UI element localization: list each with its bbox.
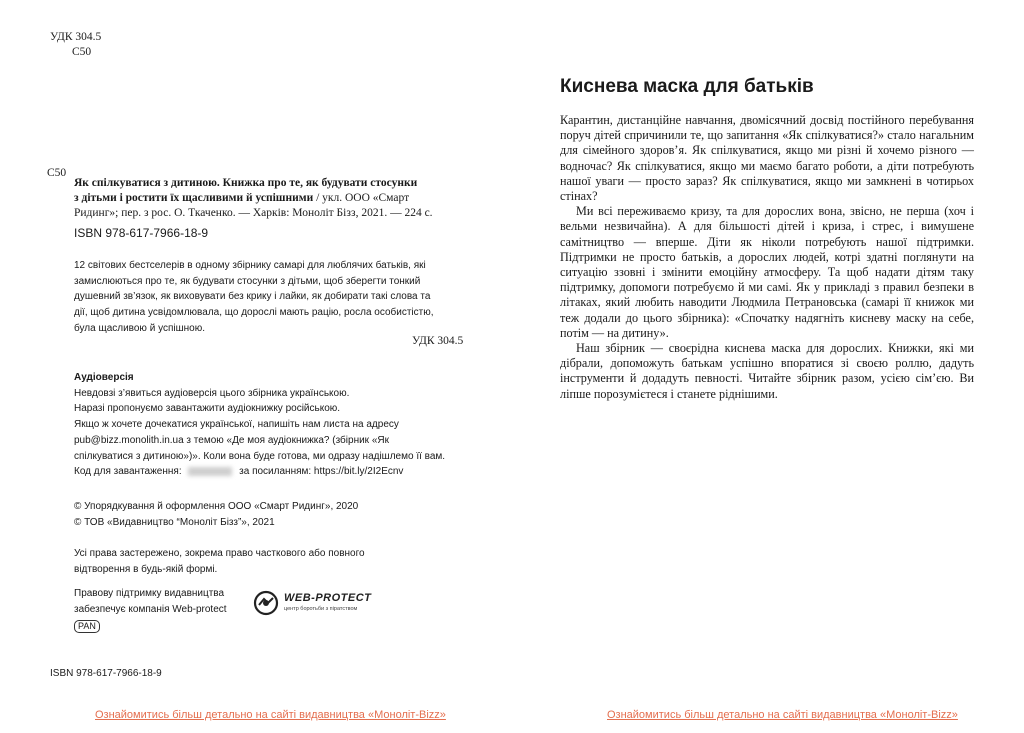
rights-block: [74, 546, 365, 578]
copyright-line: © ТОВ «Видавництво “Моноліт Бізз”», 2021: [74, 517, 275, 528]
annotation-block: [74, 258, 434, 337]
audio-line: pub@bizz.monolith.in.ua з темою «Де моя аудіокнижка? (збірник «Як: [74, 434, 389, 446]
web-protect-subtitle: центр боротьби з піратством: [284, 606, 358, 612]
web-protect-title: WEB-PROTECT: [284, 592, 372, 604]
audio-line: Наразі пропонуємо завантажити аудіокнижку російською.: [74, 403, 341, 415]
preface-paragraph: Наш збірник — своєрідна киснева маска для дорослих. Книжки, які ми дібрали, допоможуть батькам успішно впоратися зі своєю роллю, дадуть інструменти й додадуть певності. Читайте збірник разом, усією сім’єю. Ви ліпше порозумієтеся і станете ріднішими.: [560, 341, 974, 401]
copyright-block: [74, 499, 358, 531]
pan-badge: PAN: [74, 620, 100, 633]
catalog-imprint: Ридинг»; пер. з рос. О. Ткаченко. — Харків: Моноліт Бізз, 2021. — 224 с.: [74, 207, 433, 219]
annotation-line: замислюються про те, як будувати стосунки з дітьми, щоб зберегти тонкий: [74, 275, 421, 287]
udk-top-label: УДК 304.5: [50, 31, 102, 43]
rights-line: відтворення в будь-якій формі.: [74, 564, 218, 575]
download-code-line: [74, 464, 445, 480]
isbn-catalog: ISBN 978-617-7966-18-9: [74, 226, 209, 240]
blurred-download-code: [188, 467, 232, 476]
catalog-author-code: С50: [47, 167, 67, 179]
catalog-title-line-2: з дітьми і ростити їх щасливими й успішними: [74, 192, 314, 204]
legal-support-block: [74, 586, 227, 635]
audio-line: Якщо ж хочете дочекатися української, напишіть нам листа на адресу: [74, 419, 399, 431]
download-code-prefix: Код для завантаження:: [74, 466, 182, 478]
rights-line: Усі права застережено, зокрема право часткового або повного: [74, 548, 365, 559]
page-title: Киснева маска для батьків: [560, 76, 814, 97]
annotation-line: була щасливою й успішною.: [74, 322, 205, 334]
download-link-text: за посиланням: https://bit.ly/2I2Ecnv: [239, 466, 404, 478]
author-code-top: С50: [72, 46, 92, 58]
catalog-title-line-1: Як спілкуватися з дитиною. Книжка про те, як будувати стосунки: [74, 177, 418, 189]
audio-line: Невдовзі з’явиться аудіоверсія цього збірника українською.: [74, 387, 350, 399]
preface-body: [560, 113, 974, 402]
publisher-link-right[interactable]: Ознайомитись більш детально на сайті видавництва «Моноліт-Bizz»: [607, 709, 958, 721]
support-line: Правову підтримку видавництва: [74, 588, 225, 599]
catalog-entry: [74, 176, 466, 221]
audio-version-block: [74, 370, 445, 480]
annotation-line: 12 світових бестселерів в одному збірнику самарі для люблячих батьків, які: [74, 260, 426, 271]
catalog-compiler: / укл. ООО «Смарт: [313, 192, 410, 204]
support-line: забезпечує компанія Web-protect: [74, 604, 227, 615]
publisher-link-left[interactable]: Ознайомитись більш детально на сайті видавництва «Моноліт-Bizz»: [95, 709, 446, 721]
audio-heading: Аудіоверсія: [74, 372, 134, 383]
audio-line: спілкуватися з дитиною»)». Коли вона буде готова, ми одразу надішлемо її вам.: [74, 450, 446, 462]
udk-top-block: [50, 30, 101, 60]
isbn-bottom: ISBN 978-617-7966-18-9: [50, 668, 162, 679]
copyright-line: © Упорядкування й оформлення ООО «Смарт Ридинг», 2020: [74, 501, 359, 512]
annotation-line: дії, щоб дитина усвідомлювала, що дорослі мають рацію, росла особистістю,: [74, 307, 434, 319]
annotation-line: душевний зв’язок, як виховувати без крику і лайки, як добирати такі слова та: [74, 291, 431, 303]
preface-paragraph: Ми всі переживаємо кризу, та для дорослих вона, звісно, не перша (хоч і вельми незвичайна). А для більшості дітей і криза, і стрес, і вимушене самітництво — вперше. Діти як ніколи потребують нашої підтримки. Підтримки не просто батьків, а дорослих людей, котрі здатні поглянути на ситуацію ззовні і змінити емоційну атмосферу. Та щоб надати дітям таку підтримку, допомоги потребуємо й ми самі. Як у прикладі з правил безпеки в літаках, який любить наводити Людмила Петрановська (самарі її книжок ми теж додали до цього збірника): «Спочатку надягніть кисневу маску на себе, потім — на дитину».: [560, 204, 974, 340]
preface-paragraph: Карантин, дистанційне навчання, двомісячний досвід постійного перебування поруч дітей спричинили те, що запитання «Як спілкуватися?» стало нагальним для сімейного здоров’я. Як спілкуватися, якщо ми різні й хочемо різного — водночас? Як спілкуватися, якщо ми маємо багато роботи, а діти потребують нашої уваги — просто зараз? Як спілкуватися, якщо ми замкнені в чотирьох стінах?: [560, 113, 974, 204]
udk-right-label: УДК 304.5: [412, 335, 464, 347]
